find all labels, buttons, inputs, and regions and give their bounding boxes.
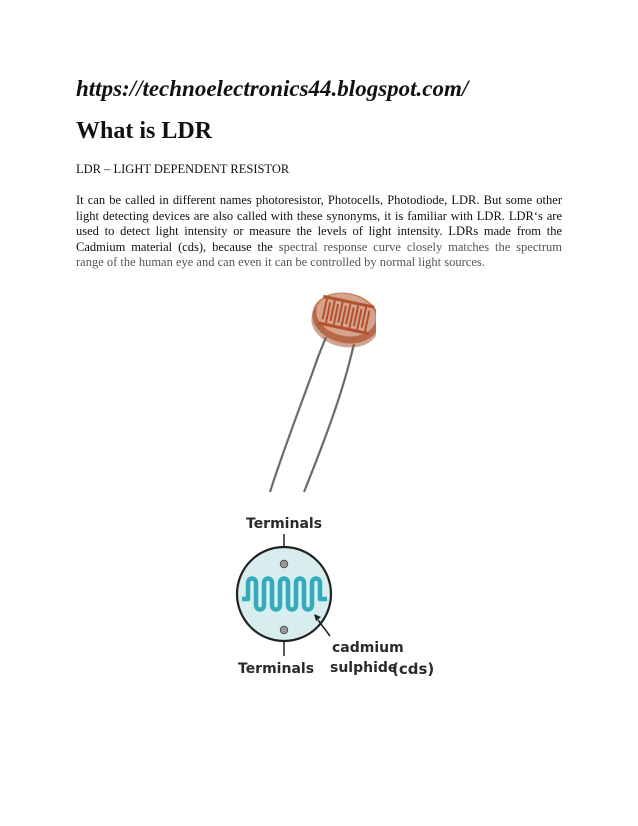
- terminal-dot-bottom: [280, 626, 288, 634]
- arrow-material: [318, 620, 330, 636]
- paragraph-soft-text: spectral response curve closely matches the spectrum range of the human eye and can even it can be controlled by normal light sources.: [76, 239, 562, 270]
- terminal-dot-top: [280, 560, 288, 568]
- ldr-component-photo: [256, 282, 376, 494]
- paragraph-main-text: It can be called in different names photoresistor, Photocells, Photodiode, LDR. But some other light detecting devices are also called with these synonyms, it is familiar with LDR. LDR‘s are used to detect light intensity or measure the levels of light intensity. LDRs made from the Cadmium material (cds), because the: [76, 193, 562, 254]
- ldr-diagram: [228, 508, 448, 684]
- page-heading: What is LDR: [76, 118, 213, 144]
- section-subtitle: LDR – LIGHT DEPENDENT RESISTOR: [76, 162, 290, 176]
- label-cadmium: cadmium: [332, 640, 404, 656]
- label-terminals-top: Terminals: [246, 516, 323, 532]
- body-paragraph: [76, 193, 562, 271]
- label-sulphide: sulphide: [330, 660, 398, 676]
- source-url[interactable]: https://technoelectronics44.blogspot.com/: [76, 76, 469, 101]
- ldr-lead-right: [304, 344, 354, 492]
- label-cds: (cds): [392, 660, 435, 678]
- ldr-lead-left: [270, 337, 326, 492]
- label-terminals-bottom: Terminals: [238, 661, 315, 677]
